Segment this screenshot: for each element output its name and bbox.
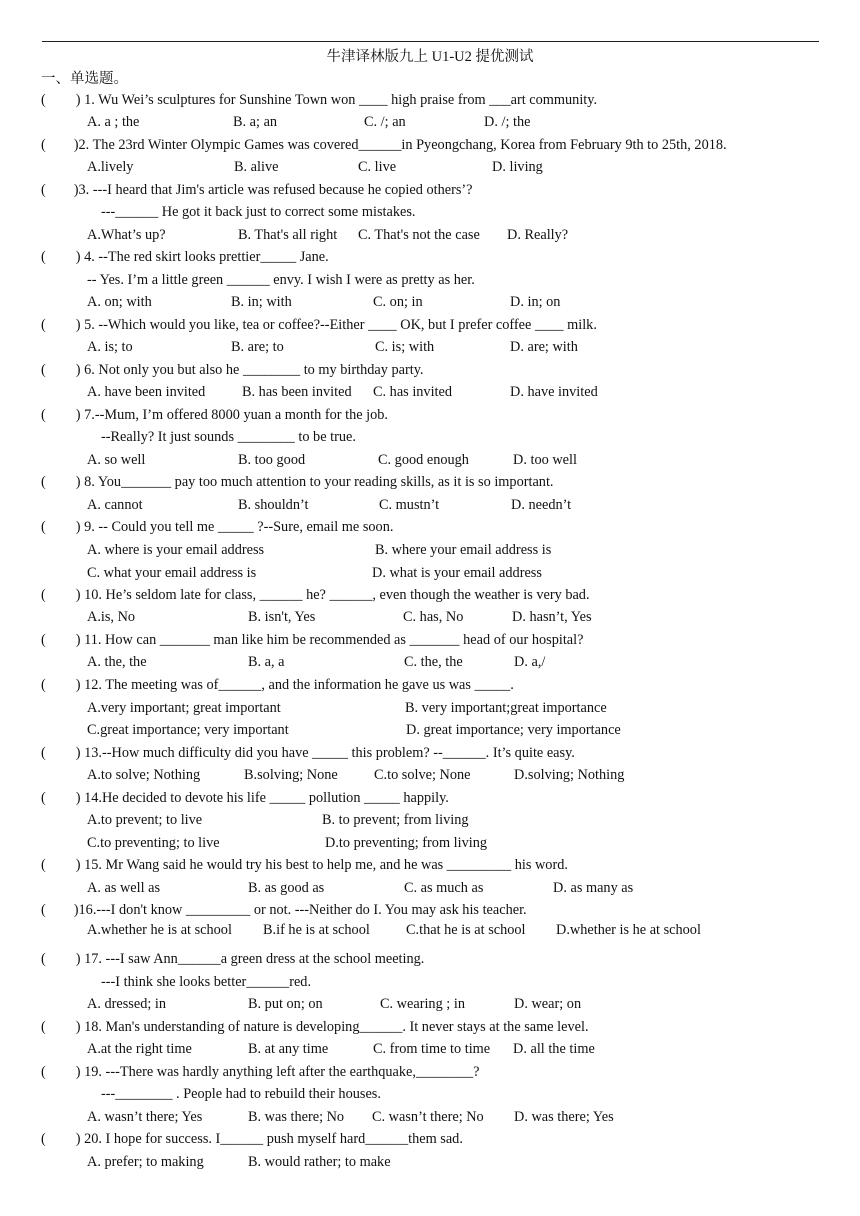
answer-option: B.if he is at school — [263, 922, 370, 938]
answer-option: B. a, a — [248, 654, 285, 670]
answer-option: C. the, the — [404, 654, 463, 670]
question-stem — [41, 91, 597, 109]
question-text: 11. How can _______ man like him be recommended as _______ head of our hospital? — [84, 632, 584, 648]
answer-option: C.that he is at school — [406, 922, 526, 938]
answer-option: D. needn’t — [511, 497, 572, 513]
answer-option: B. isn't, Yes — [248, 609, 316, 625]
answer-option: D.whether is he at school — [556, 922, 701, 938]
answer-paren-close: ) — [75, 92, 85, 108]
answer-option: A. is; to — [87, 339, 133, 355]
question-text: 8. You_______ pay too much attention to your reading skills, as it is so important. — [84, 474, 554, 490]
answer-paren-open: ( — [41, 745, 46, 761]
answer-option: D. too well — [513, 452, 577, 468]
question-text: 1. Wu Wei’s sculptures for Sunshine Town won ____ high praise from ___art community. — [84, 92, 598, 108]
answer-option: B. was there; No — [248, 1109, 345, 1125]
answer-option: C. live — [358, 159, 397, 175]
answer-option: C. what your email address is — [87, 565, 257, 581]
answer-option: B. That's all right — [238, 227, 338, 243]
question-text: 17. ---I saw Ann______a green dress at the school meeting. — [84, 951, 425, 967]
question-text: 14.He decided to devote his life _____ pollution _____ happily. — [84, 790, 449, 806]
answer-option: B. put on; on — [248, 996, 323, 1012]
question-stem-continued: --Really? It just sounds ________ to be true. — [101, 429, 356, 445]
answer-paren-close: ) — [75, 587, 85, 603]
answer-option: B. alive — [234, 159, 279, 175]
answer-option: C. /; an — [364, 114, 406, 130]
answer-paren-close: ) — [73, 182, 79, 198]
answer-option: A.lively — [87, 159, 134, 175]
answer-option: B. a; an — [233, 114, 278, 130]
answer-option: D. all the time — [513, 1041, 595, 1057]
answer-option: A. a ; the — [87, 114, 140, 130]
answer-option: C. is; with — [375, 339, 435, 355]
answer-option: D. have invited — [510, 384, 598, 400]
question-stem — [41, 316, 597, 334]
answer-option: C. mustn’t — [379, 497, 440, 513]
question-text: 6. Not only you but also he ________ to my birthday party. — [84, 362, 424, 378]
answer-option: A.to prevent; to live — [87, 812, 203, 828]
answer-paren-open: ( — [41, 317, 46, 333]
answer-option: C. from time to time — [373, 1041, 491, 1057]
question-text: 19. ---There was hardly anything left after the earthquake,________? — [84, 1064, 480, 1080]
question-text: 16.---I don't know _________ or not. ---Neither do I. You may ask his teacher. — [78, 902, 527, 918]
question-text: 10. He’s seldom late for class, ______ he? ______, even though the weather is very bad. — [84, 587, 590, 603]
question-text: 5. --Which would you like, tea or coffee?--Either ____ OK, but I prefer coffee ____ milk. — [84, 317, 597, 333]
answer-option: D. was there; Yes — [514, 1109, 614, 1125]
answer-option: A. on; with — [87, 294, 152, 310]
answer-option: C. That's not the case — [358, 227, 480, 243]
answer-option: B. as good as — [248, 880, 325, 896]
question-stem-continued: -- Yes. I’m a little green ______ envy. I wish I were as pretty as her. — [87, 272, 475, 288]
answer-option: D. in; on — [510, 294, 561, 310]
answer-option: C. has, No — [403, 609, 464, 625]
answer-option: A. the, the — [87, 654, 147, 670]
answer-option: C.great importance; very important — [87, 722, 289, 738]
answer-paren-open: ( — [41, 790, 46, 806]
question-stem-continued: ---______ He got it back just to correct some mistakes. — [101, 204, 416, 220]
question-stem — [41, 950, 424, 968]
answer-option: B. has been invited — [242, 384, 352, 400]
answer-paren-open: ( — [41, 362, 46, 378]
question-stem — [41, 631, 583, 649]
answer-option: D. great importance; very importance — [406, 722, 621, 738]
answer-option: A.at the right time — [87, 1041, 192, 1057]
question-text: 2. The 23rd Winter Olympic Games was covered______in Pyeongchang, Korea from February 9th to 25th, 2018. — [78, 137, 727, 153]
header-rule — [42, 41, 819, 42]
answer-option: C. good enough — [378, 452, 469, 468]
answer-option: D. living — [492, 159, 543, 175]
answer-option: D.to preventing; from living — [325, 835, 488, 851]
answer-paren-close: ) — [75, 407, 85, 423]
answer-paren-close: ) — [75, 745, 85, 761]
answer-option: C.to solve; None — [374, 767, 471, 783]
answer-option: A. where is your email address — [87, 542, 265, 558]
answer-paren-close: ) — [73, 137, 79, 153]
question-stem — [41, 406, 388, 424]
question-stem — [41, 744, 575, 762]
answer-paren-open: ( — [41, 857, 46, 873]
answer-option: A.What’s up? — [87, 227, 166, 243]
answer-paren-close: ) — [75, 317, 85, 333]
answer-option: D. Really? — [507, 227, 569, 243]
answer-paren-open: ( — [41, 92, 46, 108]
question-stem — [41, 518, 393, 536]
answer-paren-close: ) — [75, 362, 85, 378]
answer-option: D. /; the — [484, 114, 531, 130]
answer-paren-open: ( — [41, 1064, 46, 1080]
answer-option: B. very important;great importance — [405, 700, 607, 716]
answer-option: B. shouldn’t — [238, 497, 309, 513]
question-stem-continued: ---I think she looks better______red. — [101, 974, 312, 990]
answer-option: C.to preventing; to live — [87, 835, 220, 851]
answer-option: A. dressed; in — [87, 996, 167, 1012]
answer-paren-open: ( — [41, 182, 46, 198]
answer-option: B. in; with — [231, 294, 292, 310]
page-title: 牛津译林版九上 U1-U2 提优测试 — [326, 49, 534, 65]
question-stem — [41, 361, 424, 379]
answer-paren-close: ) — [75, 1131, 85, 1147]
answer-paren-close: ) — [73, 902, 79, 918]
answer-option: C. on; in — [373, 294, 423, 310]
question-stem — [41, 248, 329, 266]
question-stem — [41, 676, 514, 694]
answer-option: D. wear; on — [514, 996, 582, 1012]
question-stem — [41, 901, 527, 919]
answer-option: A.to solve; Nothing — [87, 767, 201, 783]
question-stem — [41, 1130, 463, 1148]
answer-option: C. as much as — [404, 880, 484, 896]
answer-option: C. wearing ; in — [380, 996, 465, 1012]
answer-option: D. a,/ — [514, 654, 546, 670]
section-heading: 一、单选题。 — [41, 71, 128, 87]
question-text: 13.--How much difficulty did you have _____ this problem? --______. It’s quite easy. — [84, 745, 575, 761]
answer-option: B. where your email address is — [375, 542, 552, 558]
question-stem-continued: ---________ . People had to rebuild their houses. — [101, 1086, 381, 1102]
answer-paren-open: ( — [41, 407, 46, 423]
answer-option: B. would rather; to make — [248, 1154, 391, 1170]
answer-option: A.whether he is at school — [87, 922, 232, 938]
answer-option: A.is, No — [87, 609, 136, 625]
question-stem — [41, 181, 473, 199]
answer-paren-open: ( — [41, 677, 46, 693]
answer-paren-close: ) — [75, 249, 85, 265]
answer-option: A. wasn’t there; Yes — [87, 1109, 203, 1125]
answer-paren-open: ( — [41, 519, 46, 535]
answer-option: A.very important; great important — [87, 700, 281, 716]
answer-paren-close: ) — [75, 790, 85, 806]
question-stem — [41, 473, 554, 491]
answer-option: C. has invited — [373, 384, 453, 400]
answer-paren-close: ) — [75, 857, 85, 873]
answer-option: D.solving; Nothing — [514, 767, 625, 783]
answer-option: C. wasn’t there; No — [372, 1109, 484, 1125]
answer-paren-open: ( — [41, 249, 46, 265]
answer-paren-close: ) — [75, 951, 85, 967]
answer-paren-close: ) — [75, 474, 85, 490]
question-stem — [41, 1018, 589, 1036]
answer-option: D. are; with — [510, 339, 578, 355]
answer-paren-close: ) — [75, 677, 85, 693]
question-text: 18. Man's understanding of nature is developing______. It never stays at the same level. — [84, 1019, 589, 1035]
answer-paren-open: ( — [41, 902, 46, 918]
answer-paren-close: ) — [75, 1064, 85, 1080]
answer-paren-open: ( — [41, 587, 46, 603]
answer-option: A. cannot — [87, 497, 143, 513]
answer-paren-close: ) — [75, 519, 85, 535]
answer-option: D. hasn’t, Yes — [512, 609, 592, 625]
answer-paren-open: ( — [41, 1131, 46, 1147]
question-stem — [41, 586, 590, 604]
answer-paren-open: ( — [41, 1019, 46, 1035]
answer-paren-open: ( — [41, 137, 46, 153]
question-stem — [41, 856, 568, 874]
question-text: 4. --The red skirt looks prettier_____ Jane. — [84, 249, 329, 265]
answer-paren-close: ) — [75, 1019, 85, 1035]
answer-option: B. to prevent; from living — [322, 812, 469, 828]
question-stem — [41, 789, 449, 807]
question-text: 7.--Mum, I’m offered 8000 yuan a month for the job. — [84, 407, 388, 423]
answer-option: B. at any time — [248, 1041, 329, 1057]
question-text: 20. I hope for success. I______ push myself hard______them sad. — [84, 1131, 463, 1147]
answer-option: B. too good — [238, 452, 306, 468]
answer-option: A. so well — [87, 452, 146, 468]
answer-option: A. have been invited — [87, 384, 206, 400]
answer-paren-open: ( — [41, 951, 46, 967]
question-text: 12. The meeting was of______, and the information he gave us was _____. — [84, 677, 514, 693]
answer-paren-close: ) — [75, 632, 85, 648]
answer-option: D. what is your email address — [372, 565, 542, 581]
answer-option: B.solving; None — [244, 767, 338, 783]
answer-option: A. as well as — [87, 880, 161, 896]
question-stem — [41, 1063, 480, 1081]
answer-option: A. prefer; to making — [87, 1154, 204, 1170]
answer-option: B. are; to — [231, 339, 284, 355]
answer-option: D. as many as — [553, 880, 634, 896]
question-text: 15. Mr Wang said he would try his best to help me, and he was _________ his word. — [84, 857, 568, 873]
answer-paren-open: ( — [41, 632, 46, 648]
question-stem — [41, 136, 727, 154]
question-text: 3. ---I heard that Jim's article was refused because he copied others’? — [78, 182, 473, 198]
question-text: 9. -- Could you tell me _____ ?--Sure, email me soon. — [84, 519, 394, 535]
answer-paren-open: ( — [41, 474, 46, 490]
